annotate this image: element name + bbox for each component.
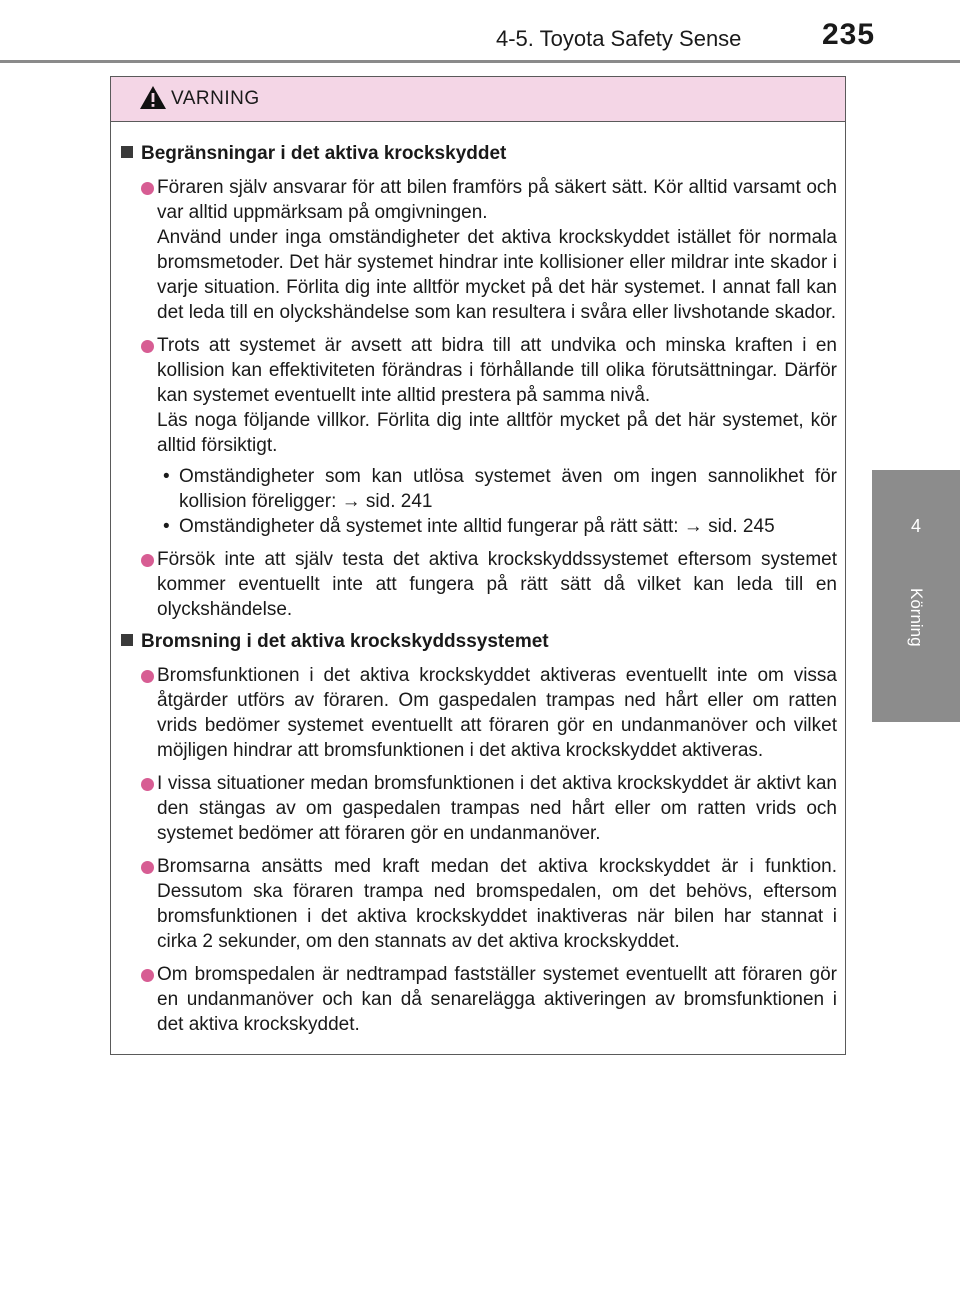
sub-list-item [157,464,837,514]
bullet-item [119,962,837,1037]
sub-list [157,464,837,539]
square-bullet-icon [121,634,133,646]
chapter-tab[interactable] [872,470,960,722]
warning-body [111,122,845,1037]
chapter-tab-label: Körning [907,588,926,647]
bullet-paragraph: Försök inte att själv testa det aktiva krockskyddssystemet eftersom systemet kommer eventuellt inte att fungera på rätt sätt då vilket kan leda till en olyckshändelse. [157,549,837,620]
bullet-paragraph: Läs noga följande villkor. Förlita dig inte alltför mycket på det här systemet, kör alltid försiktigt. [157,410,837,456]
circle-bullet-icon [141,554,154,567]
circle-bullet-icon [141,182,154,195]
section-heading-text: Bromsning i det aktiva krockskyddssystemet [141,631,549,652]
bullet-item [119,175,837,325]
circle-bullet-icon [141,340,154,353]
circle-bullet-icon [141,861,154,874]
circle-bullet-icon [141,778,154,791]
sub-list-text: Omständigheter då systemet inte alltid fungerar på rätt sätt: → sid. 245 [179,516,775,537]
bullet-item [119,333,837,539]
bullet-paragraph: I vissa situationer medan bromsfunktionen i det aktiva krockskyddet är aktivt kan den stängas av om gaspedalen trampas ned hårt eller om ratten vrids och systemet bedömer att föraren gör en undanmanöver. [157,773,837,844]
bullet-paragraph: Bromsfunktionen i det aktiva krockskyddet aktiveras eventuellt inte om vissa åtgärder utförs av föraren. Om gaspedalen trampas ned hårt eller om ratten vrids bedömer systemet eventuellt att föraren gör en undanmanöver och vilket möjligen hindrar att bromsfunktionen i det aktiva krockskyddet aktiveras. [157,665,837,761]
circle-bullet-icon [141,670,154,683]
bullet-paragraph: Trots att systemet är avsett att bidra till att undvika och minska kraften i en kollision kan effektiviteten förändras i förhållande till olika förutsättningar. Därför kan systemet eventuellt inte alltid prestera på samma nivå. [157,335,837,406]
warning-header [111,77,845,122]
dot-marker-icon: • [163,516,170,537]
bullet-paragraph: Bromsarna ansätts med kraft medan det aktiva krockskyddet är i funktion. Dessutom ska föraren trampa ned bromspedalen, om det behövs, eftersom bromsfunktionen i det aktiva krockskyddet inaktiveras när bilen har stannat i cirka 2 sekunder, om den stannats av det aktiva krockskyddet. [157,856,837,952]
sub-list-item [157,514,837,539]
bullet-item [119,771,837,846]
dot-marker-icon: • [163,466,170,487]
sub-list-text: Omständigheter som kan utlösa systemet även om ingen sannolikhet för kollision föreligger: → sid. 241 [179,466,837,512]
bullet-item [119,663,837,763]
chapter-tab-number: 4 [910,516,921,536]
bullet-item [119,547,837,622]
section-heading [119,628,837,655]
bullet-paragraph: Föraren själv ansvarar för att bilen framförs på säkert sätt. Kör alltid varsamt och var alltid uppmärksam på omgivningen. [157,177,837,223]
bullet-paragraph: Om bromspedalen är nedtrampad fastställer systemet eventuellt att föraren gör en undanmanöver och kan då senarelägga aktiveringen av bromsfunktionen i det aktiva krockskyddet. [157,964,837,1035]
section-heading-text: Begränsningar i det aktiva krockskyddet [141,143,507,164]
warning-triangle-icon [139,85,167,115]
square-bullet-icon [121,146,133,158]
circle-bullet-icon [141,969,154,982]
page-number: 235 [822,18,876,51]
warning-label: VARNING [171,88,260,109]
section-title: 4-5. Toyota Safety Sense [496,26,742,51]
bullet-paragraph: Använd under inga omständigheter det aktiva krockskyddet istället för normala bromsmetoder. Det här systemet hindrar inte kollisioner eller mildrar inte skador i varje situation. Förlita dig inte alltför mycket på det här systemet. I annat fall kan det leda till en olyckshändelse som kan resultera i svåra eller livshotande skador. [157,227,837,323]
warning-box [110,76,846,1055]
bullet-item [119,854,837,954]
header-divider [0,60,960,63]
section-heading [119,140,837,167]
